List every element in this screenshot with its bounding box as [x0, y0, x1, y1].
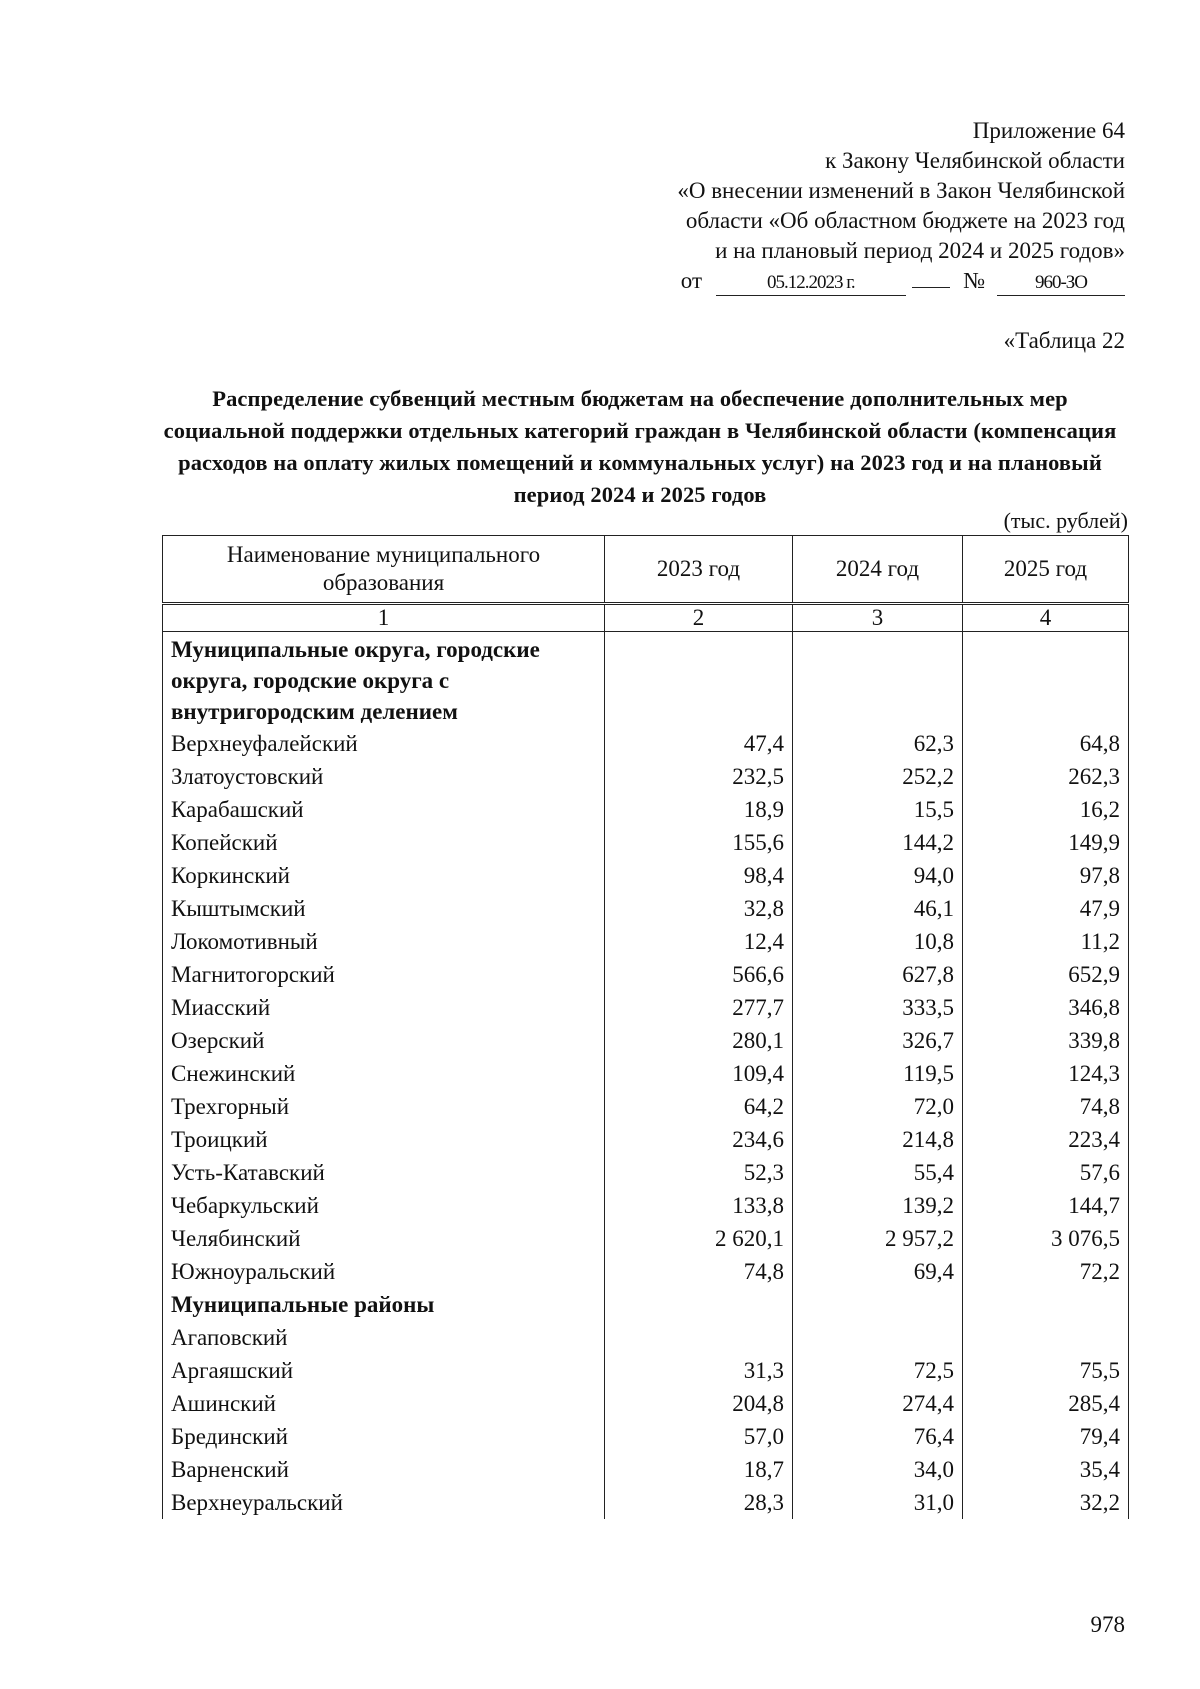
value-2024: 62,3 [793, 727, 963, 760]
subvention-table [162, 535, 1129, 1519]
value-2023: 32,8 [605, 892, 793, 925]
table-row [163, 925, 1129, 958]
value-2024: 627,8 [793, 958, 963, 991]
value-2023: 566,6 [605, 958, 793, 991]
value-2023: 12,4 [605, 925, 793, 958]
value-2024: 144,2 [793, 826, 963, 859]
municipality-name: Верхнеуфалейский [163, 727, 605, 760]
section-row-urban-districts [163, 632, 1129, 728]
value-2025: 144,7 [963, 1189, 1129, 1222]
municipality-name: Варненский [163, 1453, 605, 1486]
table-row [163, 1123, 1129, 1156]
municipality-name: Аргаяшский [163, 1354, 605, 1387]
number-label: № [963, 268, 986, 293]
value-2023: 64,2 [605, 1090, 793, 1123]
value-2023: 133,8 [605, 1189, 793, 1222]
municipality-name: Усть-Катавский [163, 1156, 605, 1189]
table-row [163, 1090, 1129, 1123]
column-number: 1 [163, 604, 605, 632]
municipality-name: Ашинский [163, 1387, 605, 1420]
table-row [163, 1486, 1129, 1519]
value-2025: 223,4 [963, 1123, 1129, 1156]
table-row [163, 826, 1129, 859]
municipality-name: Снежинский [163, 1057, 605, 1090]
value-2025: 47,9 [963, 892, 1129, 925]
value-2025: 79,4 [963, 1420, 1129, 1453]
table-row [163, 727, 1129, 760]
value-2025: 285,4 [963, 1387, 1129, 1420]
table-row [163, 1156, 1129, 1189]
municipality-name: Трехгорный [163, 1090, 605, 1123]
value-2025: 97,8 [963, 859, 1129, 892]
value-2024: 139,2 [793, 1189, 963, 1222]
document-title: Распределение субвенций местным бюджетам на обеспечение дополнительных мер социальной поддержки отдельных категорий граждан в Челябинской области (компенсация расходов на оплату жилых помещений и коммунальных услуг) на 2023 год и на плановый период 2024 и 2025 годов [163, 386, 1117, 507]
municipality-name: Южноуральский [163, 1255, 605, 1288]
value-2024: 252,2 [793, 760, 963, 793]
annex-line-1: Приложение 64 [972, 118, 1125, 143]
municipality-name: Кыштымский [163, 892, 605, 925]
header-2023: 2023 год [605, 536, 793, 604]
value-2024 [793, 1321, 963, 1354]
table-header-row [163, 536, 1129, 604]
value-2025 [963, 1321, 1129, 1354]
value-2023: 98,4 [605, 859, 793, 892]
value-2025: 32,2 [963, 1486, 1129, 1519]
section-title: Муниципальные округа, городские округа, городские округа с внутригородским делением [163, 632, 605, 728]
value-2023: 109,4 [605, 1057, 793, 1090]
municipality-name: Озерский [163, 1024, 605, 1057]
municipality-name: Агаповский [163, 1321, 605, 1354]
annex-date: 05.12.2023 г. [716, 271, 906, 296]
value-2023: 28,3 [605, 1486, 793, 1519]
value-2024: 69,4 [793, 1255, 963, 1288]
value-2025: 262,3 [963, 760, 1129, 793]
value-2025: 149,9 [963, 826, 1129, 859]
page-number: 978 [1090, 1612, 1125, 1637]
annex-header [525, 116, 1125, 296]
value-2025: 16,2 [963, 793, 1129, 826]
value-2024: 10,8 [793, 925, 963, 958]
value-2024: 46,1 [793, 892, 963, 925]
value-2025: 35,4 [963, 1453, 1129, 1486]
value-2025: 346,8 [963, 991, 1129, 1024]
municipality-name: Копейский [163, 826, 605, 859]
annex-number: 960-ЗО [997, 271, 1125, 296]
value-2024: 119,5 [793, 1057, 963, 1090]
table-row [163, 1354, 1129, 1387]
table-row [163, 1057, 1129, 1090]
value-2023: 277,7 [605, 991, 793, 1024]
value-2023: 2 620,1 [605, 1222, 793, 1255]
value-2023: 155,6 [605, 826, 793, 859]
value-2023: 18,9 [605, 793, 793, 826]
table-row [163, 1420, 1129, 1453]
municipality-name: Златоустовский [163, 760, 605, 793]
value-2024: 72,5 [793, 1354, 963, 1387]
value-2023: 47,4 [605, 727, 793, 760]
table-row [163, 958, 1129, 991]
value-2024: 55,4 [793, 1156, 963, 1189]
table-row [163, 1222, 1129, 1255]
value-2025: 75,5 [963, 1354, 1129, 1387]
value-2025: 72,2 [963, 1255, 1129, 1288]
municipality-name: Миасский [163, 991, 605, 1024]
value-2023: 57,0 [605, 1420, 793, 1453]
value-2023: 234,6 [605, 1123, 793, 1156]
header-2025: 2025 год [963, 536, 1129, 604]
column-number: 3 [793, 604, 963, 632]
section-row-municipal-districts [163, 1288, 1129, 1321]
annex-line-4: области «Об областном бюджете на 2023 год [685, 208, 1125, 233]
municipality-name: Брединский [163, 1420, 605, 1453]
value-2023: 280,1 [605, 1024, 793, 1057]
date-underline [912, 287, 950, 288]
table-row [163, 1321, 1129, 1354]
value-2025: 74,8 [963, 1090, 1129, 1123]
value-2023: 52,3 [605, 1156, 793, 1189]
annex-line-3: «О внесении изменений в Закон Челябинской [677, 178, 1125, 203]
municipality-name: Локомотивный [163, 925, 605, 958]
value-2025: 652,9 [963, 958, 1129, 991]
table-row [163, 793, 1129, 826]
table-body [163, 604, 1129, 1520]
value-2023: 232,5 [605, 760, 793, 793]
value-2025: 339,8 [963, 1024, 1129, 1057]
value-2025: 11,2 [963, 925, 1129, 958]
units-label: (тыс. рублей) [1003, 508, 1128, 533]
value-2023: 18,7 [605, 1453, 793, 1486]
value-2024: 2 957,2 [793, 1222, 963, 1255]
table-row [163, 1189, 1129, 1222]
table-row [163, 1387, 1129, 1420]
section-title: Муниципальные районы [163, 1288, 605, 1321]
value-2025: 57,6 [963, 1156, 1129, 1189]
value-2023: 74,8 [605, 1255, 793, 1288]
table-row [163, 991, 1129, 1024]
value-2024: 72,0 [793, 1090, 963, 1123]
value-2023: 31,3 [605, 1354, 793, 1387]
value-2024: 34,0 [793, 1453, 963, 1486]
municipality-name: Чебаркульский [163, 1189, 605, 1222]
table-row [163, 859, 1129, 892]
header-2024: 2024 год [793, 536, 963, 604]
value-2024: 15,5 [793, 793, 963, 826]
value-2024: 76,4 [793, 1420, 963, 1453]
municipality-name: Магнитогорский [163, 958, 605, 991]
value-2023: 204,8 [605, 1387, 793, 1420]
value-2024: 214,8 [793, 1123, 963, 1156]
value-2024: 94,0 [793, 859, 963, 892]
annex-date-number-line [525, 266, 1125, 296]
table-row [163, 1453, 1129, 1486]
from-label: от [680, 268, 703, 293]
column-number: 4 [963, 604, 1129, 632]
table-row [163, 760, 1129, 793]
table-row [163, 892, 1129, 925]
value-2025: 64,8 [963, 727, 1129, 760]
table-reference: «Таблица 22 [1003, 328, 1125, 353]
value-2024: 333,5 [793, 991, 963, 1024]
municipality-name: Верхнеуральский [163, 1486, 605, 1519]
header-municipality: Наименование муниципального образования [163, 536, 605, 604]
value-2024: 31,0 [793, 1486, 963, 1519]
municipality-name: Карабашский [163, 793, 605, 826]
value-2025: 3 076,5 [963, 1222, 1129, 1255]
value-2025: 124,3 [963, 1057, 1129, 1090]
municipality-name: Троицкий [163, 1123, 605, 1156]
table-row [163, 1255, 1129, 1288]
table-row [163, 1024, 1129, 1057]
annex-line-5: и на плановый период 2024 и 2025 годов» [715, 238, 1125, 263]
column-number: 2 [605, 604, 793, 632]
value-2024: 326,7 [793, 1024, 963, 1057]
value-2023 [605, 1321, 793, 1354]
value-2024: 274,4 [793, 1387, 963, 1420]
column-number-row [163, 604, 1129, 632]
municipality-name: Челябинский [163, 1222, 605, 1255]
municipality-name: Коркинский [163, 859, 605, 892]
annex-line-2: к Закону Челябинской области [825, 148, 1125, 173]
